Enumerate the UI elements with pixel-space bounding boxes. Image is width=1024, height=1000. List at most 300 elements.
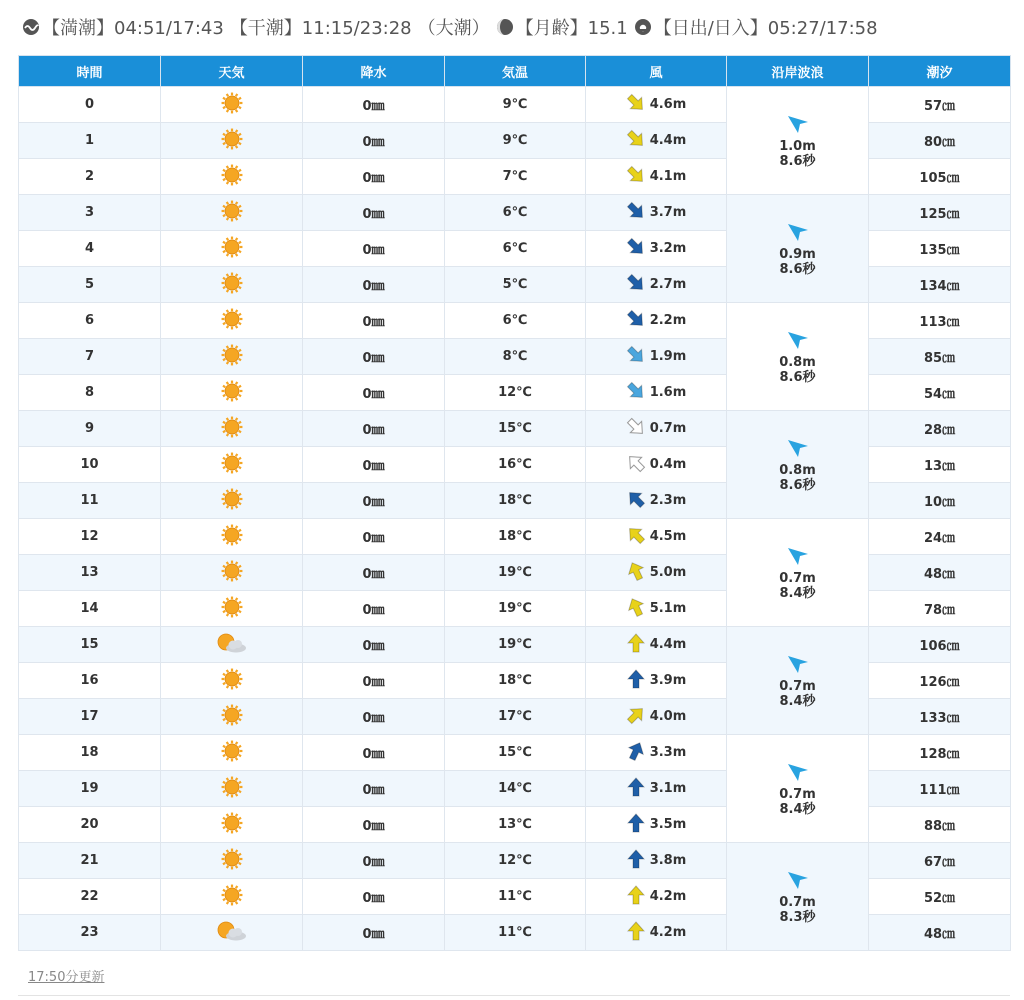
precip-cell: 0㎜ [303,267,445,303]
wave-direction-icon [786,545,810,571]
temp-cell: 5℃ [445,267,586,303]
precip-cell: 0㎜ [303,195,445,231]
sunny-icon [221,128,243,154]
hour-cell: 5 [19,267,161,303]
moon-icon [496,18,514,36]
tide-cell: 125㎝ [869,195,1011,231]
wind-arrow-icon [626,741,646,765]
precip-cell: 0㎜ [303,375,445,411]
tide-cell: 67㎝ [869,843,1011,879]
precip-cell: 0㎜ [303,231,445,267]
tide-cell: 48㎝ [869,555,1011,591]
wind-cell [586,555,727,591]
wind-speed: 2.2m [649,313,687,328]
divider [18,995,1010,996]
wave-cell [727,303,869,411]
temp-cell: 8℃ [445,339,586,375]
col-header-temp: 気温 [445,56,586,87]
temp-cell: 12℃ [445,843,586,879]
updated-link[interactable]: 17:50分更新 [28,970,105,985]
precip-cell: 0㎜ [303,807,445,843]
sunny-icon [221,92,243,118]
sunny-icon [221,488,243,514]
precip-cell: 0㎜ [303,339,445,375]
wind-cell [586,771,727,807]
temp-cell: 19℃ [445,555,586,591]
weather-cell [161,375,303,411]
wind-value [626,309,687,333]
col-header-weather: 天気 [161,56,303,87]
weather-cell [161,87,303,123]
hour-cell: 19 [19,771,161,807]
sunny-cloudy-icon [216,920,248,946]
wind-cell [586,591,727,627]
weather-cell [161,843,303,879]
wind-value [626,489,687,513]
hour-cell: 11 [19,483,161,519]
low-tide-text: 【干潮】11:15/23:28 [229,18,412,39]
wind-speed: 2.3m [649,493,687,508]
sunny-icon [221,740,243,766]
temp-cell: 9℃ [445,87,586,123]
sunny-cloudy-icon [216,632,248,658]
wind-arrow-icon [626,129,646,153]
hour-cell: 10 [19,447,161,483]
weather-cell [161,771,303,807]
hour-cell: 17 [19,699,161,735]
temp-cell: 11℃ [445,879,586,915]
wave-direction-icon [786,329,810,355]
wind-value [626,777,687,801]
precip-cell: 0㎜ [303,519,445,555]
tide-cell: 28㎝ [869,411,1011,447]
wind-cell [586,123,727,159]
precip-cell: 0㎜ [303,663,445,699]
wind-cell [586,915,727,951]
sunny-icon [221,452,243,478]
tide-cell: 106㎝ [869,627,1011,663]
wave-direction-icon [786,869,810,895]
hour-cell: 9 [19,411,161,447]
wave-period: 8.6秒 [779,477,816,493]
wind-arrow-icon [626,885,646,909]
tide-cell: 80㎝ [869,123,1011,159]
tide-type-text: （大潮） [417,18,490,39]
wind-arrow-icon [626,453,646,477]
weather-cell [161,411,303,447]
temp-cell: 6℃ [445,195,586,231]
wind-cell [586,483,727,519]
tide-cell: 126㎝ [869,663,1011,699]
wave-direction-icon [786,653,810,679]
precip-cell: 0㎜ [303,843,445,879]
tide-cell: 24㎝ [869,519,1011,555]
wind-cell [586,663,727,699]
table-row [19,735,1011,771]
wind-value [626,849,687,873]
weather-cell [161,807,303,843]
precip-cell: 0㎜ [303,447,445,483]
temp-cell: 14℃ [445,771,586,807]
tide-cell: 111㎝ [869,771,1011,807]
wind-value [626,561,687,585]
wind-arrow-icon [626,165,646,189]
wind-speed: 5.1m [649,601,687,616]
wind-value [626,885,687,909]
precip-cell: 0㎜ [303,591,445,627]
wave-height: 0.7m [779,570,816,586]
tide-cell: 54㎝ [869,375,1011,411]
temp-cell: 19℃ [445,627,586,663]
wind-arrow-icon [626,273,646,297]
temp-cell: 13℃ [445,807,586,843]
wind-cell [586,375,727,411]
wind-speed: 1.9m [649,349,687,364]
col-header-wave: 沿岸波浪 [727,56,869,87]
sunny-icon [221,164,243,190]
precip-cell: 0㎜ [303,879,445,915]
wind-arrow-icon [626,777,646,801]
wave-period: 8.4秒 [779,693,816,709]
wind-speed: 4.4m [649,637,687,652]
wind-speed: 0.7m [649,421,687,436]
wind-arrow-icon [626,849,646,873]
wave-height: 0.7m [779,786,816,802]
wind-arrow-icon [626,201,646,225]
hour-cell: 20 [19,807,161,843]
hour-cell: 15 [19,627,161,663]
wind-value [626,597,687,621]
sunny-icon [221,848,243,874]
wind-arrow-icon [626,489,646,513]
sunny-icon [221,704,243,730]
wind-arrow-icon [626,309,646,333]
wind-value [626,417,687,441]
wind-arrow-icon [626,381,646,405]
wave-cell [727,411,869,519]
table-row [19,303,1011,339]
wave-period: 8.6秒 [779,261,816,277]
hour-cell: 8 [19,375,161,411]
precip-cell: 0㎜ [303,123,445,159]
table-row [19,411,1011,447]
temp-cell: 12℃ [445,375,586,411]
wind-value [626,705,687,729]
table-row [19,627,1011,663]
wind-arrow-icon [626,633,646,657]
tide-summary [22,12,884,42]
wave-period: 8.4秒 [779,585,816,601]
wave-height: 1.0m [779,138,816,154]
wind-arrow-icon [626,345,646,369]
hour-cell: 7 [19,339,161,375]
temp-cell: 9℃ [445,123,586,159]
wind-speed: 4.4m [649,133,687,148]
wind-value [626,921,687,945]
wind-arrow-icon [626,417,646,441]
tide-cell: 48㎝ [869,915,1011,951]
tide-cell: 128㎝ [869,735,1011,771]
wind-value [626,201,687,225]
col-header-precip: 降水 [303,56,445,87]
wind-cell [586,843,727,879]
forecast-table [18,55,1011,951]
hour-cell: 21 [19,843,161,879]
tide-cell: 13㎝ [869,447,1011,483]
hour-cell: 13 [19,555,161,591]
tide-cell: 52㎝ [869,879,1011,915]
weather-cell [161,231,303,267]
tide-cell: 135㎝ [869,231,1011,267]
wind-value [626,669,687,693]
hour-cell: 6 [19,303,161,339]
precip-cell: 0㎜ [303,555,445,591]
high-tide-text: 【満潮】04:51/17:43 [42,18,224,39]
hour-cell: 16 [19,663,161,699]
sunny-icon [221,884,243,910]
weather-cell [161,303,303,339]
wind-speed: 3.1m [649,781,687,796]
wind-cell [586,195,727,231]
wind-value [626,453,687,477]
wind-speed: 0.4m [649,457,687,472]
wave-period: 8.6秒 [779,153,816,169]
wind-cell [586,699,727,735]
table-header-row [19,56,1011,87]
weather-cell [161,267,303,303]
wave-direction-icon [786,113,810,139]
temp-cell: 18℃ [445,663,586,699]
wind-arrow-icon [626,93,646,117]
wind-value [626,633,687,657]
wind-cell [586,339,727,375]
wind-arrow-icon [626,561,646,585]
weather-cell [161,159,303,195]
sunny-icon [221,380,243,406]
wind-cell [586,807,727,843]
wind-cell [586,735,727,771]
wave-height: 0.9m [779,246,816,262]
wind-speed: 3.8m [649,853,687,868]
wind-cell [586,231,727,267]
sunny-icon [221,344,243,370]
precip-cell: 0㎜ [303,771,445,807]
temp-cell: 16℃ [445,447,586,483]
wave-cell [727,735,869,843]
weather-cell [161,627,303,663]
temp-cell: 6℃ [445,303,586,339]
table-row [19,87,1011,123]
weather-cell [161,735,303,771]
sunny-icon [221,596,243,622]
table-row [19,519,1011,555]
col-header-tide: 潮汐 [869,56,1011,87]
hour-cell: 0 [19,87,161,123]
wave-cell [727,519,869,627]
moon-age-text: 【月齢】15.1 [515,18,628,39]
table-row [19,195,1011,231]
weather-cell [161,879,303,915]
wave-height: 0.8m [779,354,816,370]
weather-cell [161,915,303,951]
wind-cell [586,159,727,195]
wind-arrow-icon [626,669,646,693]
wave-period: 8.4秒 [779,801,816,817]
wave-height: 0.7m [779,678,816,694]
temp-cell: 18℃ [445,483,586,519]
wind-speed: 3.5m [649,817,687,832]
temp-cell: 15℃ [445,411,586,447]
wind-arrow-icon [626,705,646,729]
precip-cell: 0㎜ [303,483,445,519]
sunny-icon [221,524,243,550]
sun-times-text: 【日出/日入】05:27/17:58 [653,18,878,39]
tide-cell: 78㎝ [869,591,1011,627]
precip-cell: 0㎜ [303,303,445,339]
hour-cell: 18 [19,735,161,771]
hour-cell: 22 [19,879,161,915]
weather-cell [161,195,303,231]
precip-cell: 0㎜ [303,411,445,447]
wave-cell [727,627,869,735]
sunny-icon [221,308,243,334]
wind-cell [586,411,727,447]
wind-cell [586,87,727,123]
precip-cell: 0㎜ [303,735,445,771]
weather-cell [161,591,303,627]
wave-direction-icon [786,761,810,787]
temp-cell: 18℃ [445,519,586,555]
wind-speed: 3.2m [649,241,687,256]
hour-cell: 4 [19,231,161,267]
temp-cell: 19℃ [445,591,586,627]
precip-cell: 0㎜ [303,627,445,663]
wind-arrow-icon [626,237,646,261]
weather-cell [161,447,303,483]
col-header-wind: 風 [586,56,727,87]
wave-cell [727,843,869,951]
precip-cell: 0㎜ [303,87,445,123]
temp-cell: 15℃ [445,735,586,771]
tide-cell: 57㎝ [869,87,1011,123]
wave-direction-icon [786,437,810,463]
wave-direction-icon [786,221,810,247]
hour-cell: 23 [19,915,161,951]
wind-cell [586,303,727,339]
hour-cell: 1 [19,123,161,159]
wind-speed: 4.6m [649,97,687,112]
hour-cell: 12 [19,519,161,555]
sunrise-icon [634,18,652,36]
tide-cell: 133㎝ [869,699,1011,735]
wind-value [626,741,687,765]
weather-cell [161,519,303,555]
precip-cell: 0㎜ [303,159,445,195]
wind-speed: 4.0m [649,709,687,724]
sunny-icon [221,812,243,838]
weather-cell [161,339,303,375]
wind-arrow-icon [626,813,646,837]
wind-value [626,129,687,153]
wind-value [626,237,687,261]
weather-cell [161,663,303,699]
wave-cell [727,87,869,195]
wind-value [626,345,687,369]
wind-value [626,525,687,549]
wind-value [626,273,687,297]
sunny-icon [221,776,243,802]
temp-cell: 11℃ [445,915,586,951]
wind-cell [586,267,727,303]
sunny-icon [221,272,243,298]
wind-speed: 2.7m [649,277,687,292]
wind-speed: 4.2m [649,889,687,904]
sunny-icon [221,668,243,694]
sunny-icon [221,236,243,262]
temp-cell: 7℃ [445,159,586,195]
wind-value [626,813,687,837]
wave-cell [727,195,869,303]
wind-cell [586,447,727,483]
wave-height: 0.8m [779,462,816,478]
tide-cell: 85㎝ [869,339,1011,375]
sunny-icon [221,200,243,226]
wind-arrow-icon [626,525,646,549]
wind-cell [586,519,727,555]
wave-period: 8.6秒 [779,369,816,385]
wind-value [626,165,687,189]
wind-value [626,93,687,117]
wind-speed: 4.5m [649,529,687,544]
weather-cell [161,699,303,735]
tide-cell: 88㎝ [869,807,1011,843]
wind-cell [586,627,727,663]
wind-speed: 3.3m [649,745,687,760]
tide-icon [22,18,40,36]
wind-speed: 3.9m [649,673,687,688]
weather-cell [161,483,303,519]
tide-cell: 134㎝ [869,267,1011,303]
hour-cell: 3 [19,195,161,231]
temp-cell: 17℃ [445,699,586,735]
wind-speed: 4.1m [649,169,687,184]
sunny-icon [221,560,243,586]
precip-cell: 0㎜ [303,915,445,951]
col-header-time: 時間 [19,56,161,87]
wind-speed: 1.6m [649,385,687,400]
wave-height: 0.7m [779,894,816,910]
wind-cell [586,879,727,915]
wind-arrow-icon [626,597,646,621]
tide-cell: 105㎝ [869,159,1011,195]
wave-period: 8.3秒 [779,909,816,925]
wind-arrow-icon [626,921,646,945]
table-row [19,843,1011,879]
precip-cell: 0㎜ [303,699,445,735]
hour-cell: 14 [19,591,161,627]
weather-cell [161,555,303,591]
wind-speed: 3.7m [649,205,687,220]
wind-speed: 4.2m [649,925,687,940]
hour-cell: 2 [19,159,161,195]
tide-cell: 113㎝ [869,303,1011,339]
wind-speed: 5.0m [649,565,687,580]
weather-cell [161,123,303,159]
temp-cell: 6℃ [445,231,586,267]
wind-value [626,381,687,405]
tide-cell: 10㎝ [869,483,1011,519]
sunny-icon [221,416,243,442]
